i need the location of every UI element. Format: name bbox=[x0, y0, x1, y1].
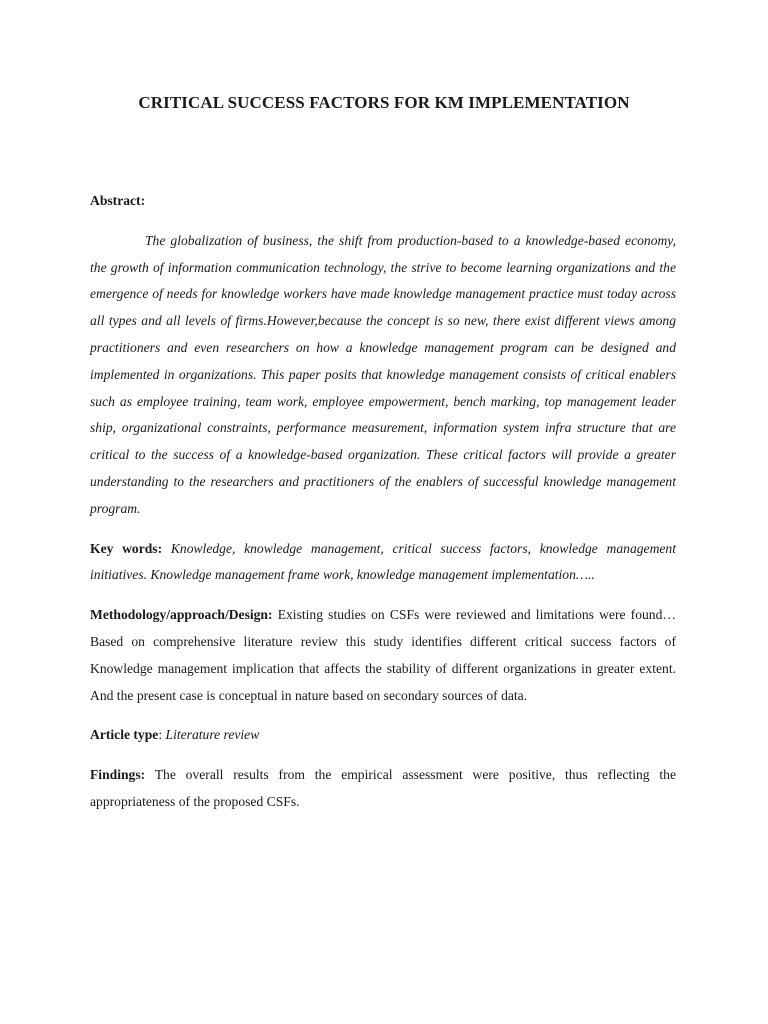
methodology-paragraph bbox=[90, 602, 676, 709]
article-type-separator: : bbox=[158, 727, 163, 743]
methodology-text: Existing studies on CSFs were reviewed and limitations were found… Based on comprehensive literature review this study identifies different critical success factors of Knowledge management implication that affects the stability of different organizations in greater extent. And the present case is conceptual in nature based on secondary sources of data. bbox=[90, 607, 676, 703]
findings-paragraph bbox=[90, 762, 676, 816]
document-body bbox=[90, 188, 676, 829]
findings-text: The overall results from the empirical assessment were positive, thus reflecting the appropriateness of the proposed CSFs. bbox=[90, 767, 677, 809]
abstract-heading: Abstract: bbox=[90, 193, 146, 208]
findings-label: Findings: bbox=[90, 767, 146, 783]
keywords-paragraph bbox=[90, 536, 676, 590]
keywords-label: Key words: bbox=[90, 540, 163, 556]
abstract-text: The globalization of business, the shift from production-based to a knowledge-based economy, the growth of information communication technology, the strive to become learning organizations and the emergence of needs for knowledge workers have made knowledge management practice must today across all types and all levels of firms.However,because the concept is so new, there exist different views among practitioners and even researchers on how a knowledge management program can be designed and implemented in organizations. This paper posits that knowledge management consists of critical enablers such as employee training, team work, employee empowerment, bench marking, top management leader ship, organizational constraints, performance measurement, information system infra structure that are critical to the success of a knowledge-based organization. These critical factors will provide a greater understanding to the researchers and practitioners of the enablers of successful knowledge management program. bbox=[90, 232, 676, 516]
keywords-text: Knowledge, knowledge management, critical success factors, knowledge management initiatives. Knowledge management frame work, knowledge management implementation….. bbox=[90, 540, 676, 583]
article-type-text: Literature review bbox=[165, 727, 260, 743]
methodology-label: Methodology/approach/Design: bbox=[90, 607, 273, 623]
document-title: CRITICAL SUCCESS FACTORS FOR KM IMPLEMENTATION bbox=[138, 93, 630, 112]
article-type-label: Article type bbox=[90, 727, 159, 743]
article-type-paragraph bbox=[90, 722, 676, 749]
